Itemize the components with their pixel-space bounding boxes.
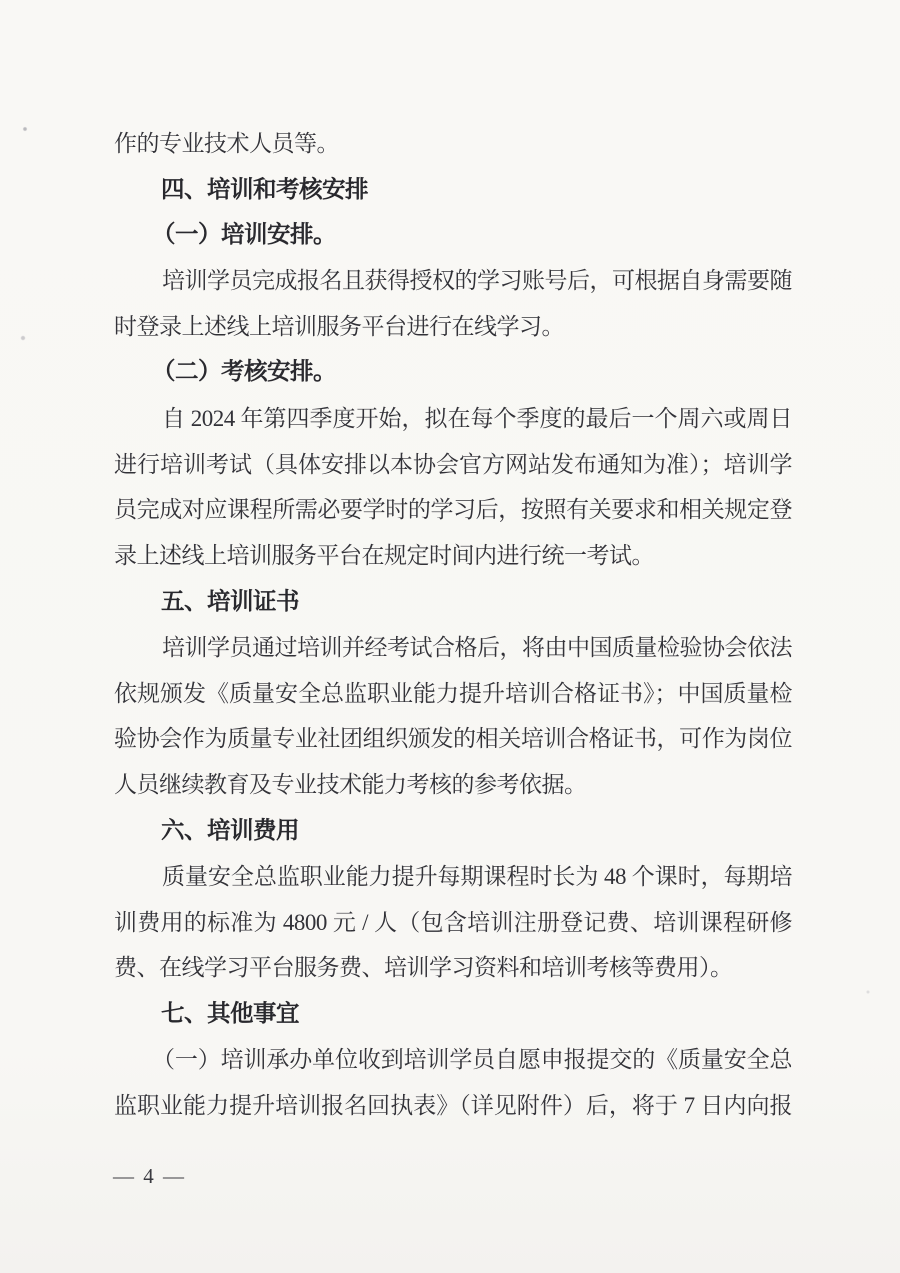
body-line: 时登录上述线上培训服务平台进行在线学习。 [114,314,564,340]
heading-training-fees: 六、培训费用 [161,816,299,843]
body-line: 进行培训考试（具体安排以本协会官方网站发布通知为准）；培训学 [114,451,792,477]
heading-other-matters: 七、其他事宜 [161,1000,299,1027]
body-line: 质量安全总监职业能力提升每期课程时长为 48 个课时，每期培 [162,863,792,889]
body-line: 费、在线学习平台服务费、培训学习资料和培训考核等费用）。 [114,955,733,981]
heading-training-and-exam: 四、培训和考核安排 [161,175,368,202]
body-line: 培训学员通过培训并经考试合格后，将由中国质量检验协会依法 [162,634,792,660]
subheading-training-arrangement: （一）培训安排。 [152,221,336,248]
page-number: — 4 — [113,1164,186,1188]
body-line: 自 2024 年第四季度开始，拟在每个季度的最后一个周六或周日 [162,405,792,431]
document-body [114,121,792,1129]
body-line: 录上述线上培训服务平台在规定时间内进行统一考试。 [114,543,654,569]
heading-training-certificate: 五、培训证书 [161,587,299,614]
body-line: 培训学员完成报名且获得授权的学习账号后，可根据自身需要随 [162,268,792,294]
body-line: 员完成对应课程所需必要学时的学习后，按照有关要求和相关规定登 [114,497,792,523]
subheading-exam-arrangement: （二）考核安排。 [152,358,336,385]
body-line: 作的专业技术人员等。 [114,131,339,156]
body-line: 依规颁发《质量安全总监职业能力提升培训合格证书》；中国质量检 [114,680,792,706]
body-line: 验协会作为质量专业社团组织颁发的相关培训合格证书，可作为岗位 [114,726,792,752]
body-line: （一）培训承办单位收到培训学员自愿申报提交的《质量安全总 [152,1046,792,1072]
body-line: 人员继续教育及专业技术能力考核的参考依据。 [114,772,587,798]
body-line: 训费用的标准为 4800 元 / 人（包含培训注册登记费、培训课程研修 [114,909,792,935]
body-line: 监职业能力提升培训报名回执表》（详见附件）后，将于 7 日内向报 [114,1092,792,1118]
